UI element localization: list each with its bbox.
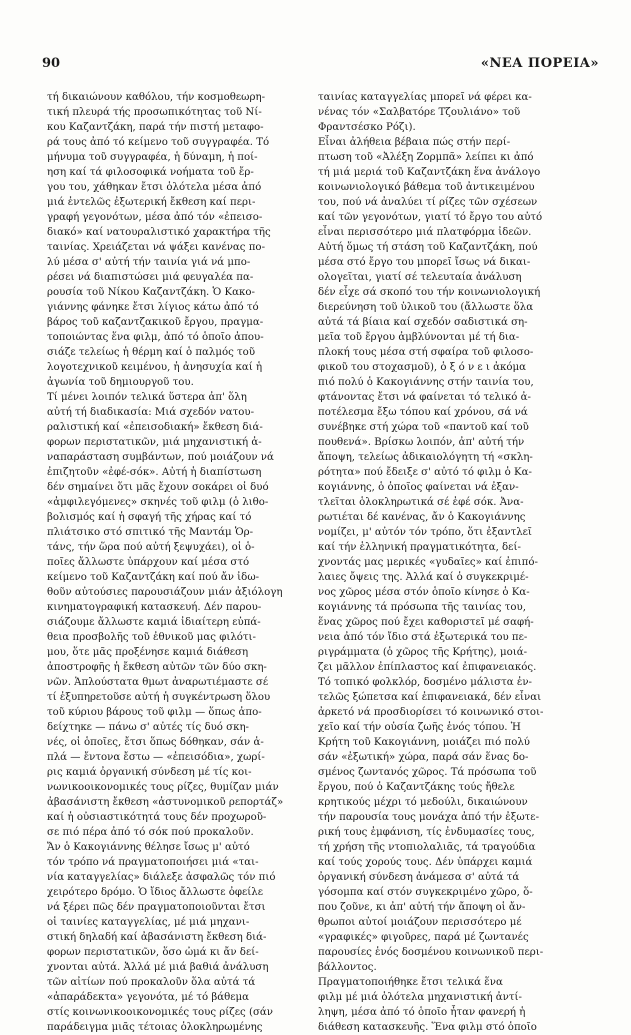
text-line: μέσα στό ἔργο του μπορεῖ ἴσως νά δικαι- <box>318 257 531 268</box>
text-line: κου Καζαντζάκη, παρά τήν πιστή μεταφο- <box>47 122 264 133</box>
text-line: πλά — ἔντονα ἔστω — «ἐπεισόδια», χωρί- <box>47 752 265 763</box>
text-line: στίς κοινωνικοοικονομικές τους ρίζες (σάν <box>47 1007 274 1018</box>
text-line: νεια ἀπό τόν ἴδιο στά ἐξωτερικά του πε- <box>318 632 528 643</box>
text-line: Τό τοπικό φολκλόρ, δοσμένο μάλιστα ἐν- <box>318 677 532 688</box>
text-line: τική πλευρά τής προσωπικότητας τοῦ Νί- <box>47 107 262 118</box>
text-line: τάνς, τήν ὥρα πού αὐτή ξεψυχάει), οἱ ὁ- <box>47 542 255 553</box>
text-line: κινηματογραφική κατασκευή. Δέν παρου- <box>47 602 262 613</box>
text-line: ληψη, μέσα ἀπό τό ὁποῖο ἦταν φανερή ἡ <box>318 1007 526 1018</box>
text-line: βάρος τοῦ καζαντζακικοῦ ἔργου, πραγμα- <box>47 317 264 328</box>
text-line: γου του, χάθηκαν ἔτσι ὁλότελα μέσα ἀπό <box>47 182 262 193</box>
text-line: τή δικαιώνουν καθόλου, τήν κοσμοθεωρη- <box>47 92 266 103</box>
text-line: ζει μᾶλλον ἐπίπλαστος καί ἐπιφανειακός. <box>318 662 537 673</box>
text-line: καί τούς χορούς τους. Δέν ὑπάρχει καμιά <box>318 857 533 868</box>
text-line: δέν σημαίνει ὅτι μᾶς ἔχουν σοκάρει οἱ δυό <box>47 482 269 493</box>
text-line: νῶν. Ἁπλούστατα θμωτ ἀναρωτιέμαστε σέ <box>47 677 269 688</box>
text-line: κοινωνιολογικό βάθεμα τοῦ ἀντικειμένου <box>318 182 535 193</box>
text-line: ναπαράσταση συμβάντων, πού μοιάζουν νά <box>47 452 274 463</box>
journal-title: «ΝΕΑ ΠΟΡΕΙΑ» <box>480 56 599 71</box>
text-line: θρωποι αὐτοί μοιάζουν περισσότερο μέ <box>318 917 522 928</box>
text-line: διάθεση κατασκευῆς. Ἕνα φιλμ στό ὁποῖο <box>318 1022 537 1033</box>
text-line: πλιάτσικο στό σπιτικό τῆς Μαντάμ Ὁρ- <box>47 527 254 538</box>
text-line: φορων περιστατικῶν, ὅσο ὠμά κι ἄν δεί- <box>47 947 259 958</box>
text-line: νία καταγγελίας» διάλεξε ἀσφαλῶς τόν πιό <box>47 872 276 883</box>
text-line: μου, ὅτε μᾶς προξένησε καμιά διάθεση <box>47 647 249 658</box>
text-line: σιάζουμε ἄλλωστε καμιά ἰδιαίτερη εὐπά- <box>47 617 261 628</box>
text-line: τή χρήση τῆς ντοπιολαλιᾶς, τά τραγούδια <box>318 842 536 853</box>
text-line: τελῶς ξώπετσα καί ἐπιφανειακά, δέν εἶναι <box>318 692 542 703</box>
text-line: θοῦν αὐτούσιες παρουσιάζουν μιάν ἀξιόλογη <box>47 587 283 598</box>
text-line: λύ μέσα σ' αὐτή τήν ταινία γιά νά μπο- <box>47 257 251 268</box>
text-line: παρουσίες ἑνός δοσμένου κοινωνικοῦ περι- <box>318 947 544 958</box>
text-line: ρότητα» πού ἔδειξε σ' αὐτό τό φιλμ ὁ Κα- <box>318 467 532 478</box>
text-line: χειρότερο δρόμο. Ὁ ἴδιος ἄλλωστε ὀφείλε <box>47 887 264 898</box>
text-line: διερεύνηση τοῦ ὑλικοῦ του (ἄλλωστε ὅλα <box>318 302 534 313</box>
text-line: γραφή γεγονότων, μέσα ἀπό τόν «ἐπεισο- <box>47 212 263 223</box>
text-line: χνονται αὐτά. Ἀλλά μέ μιά βαθιά ἀνάλυση <box>47 962 269 973</box>
text-line: λογοτεχνικοῦ κειμένου, ἡ ἀνησυχία καί ἡ <box>47 362 263 373</box>
text-line: ριγράμματα (ὁ χῶρος τῆς Κρήτης), μοιά- <box>318 647 528 658</box>
text-line: συνέβηκε στή χώρα τοῦ «παντοῦ καί τοῦ <box>318 422 529 433</box>
text-line: ηση καί τά φιλοσοφικά νοήματα τοῦ ἔρ- <box>47 167 254 178</box>
page-number: 90 <box>42 56 61 71</box>
text-line: αὐτή τή διαδικασία: Μιά σχεδόν νατου- <box>47 407 255 418</box>
page-header <box>42 56 599 76</box>
text-line: ποῖες ἄλλωστε ὑπάρχουν καί μέσα στό <box>47 557 250 568</box>
text-line: Αὐτή ὅμως τή στάση τοῦ Καζαντζάκη, πού <box>318 242 538 253</box>
text-line: τόν τρόπο νά πραγματοποιήσει μιά «ται- <box>47 857 259 868</box>
text-line: που ζοῦνε, κι ἀπ' αὐτή τήν ἄποψη οἱ ἄν- <box>318 902 526 913</box>
text-line: ἐπιζητοῦν «ἐφέ-σόκ». Αὐτή ἡ διαπίστωση <box>47 467 262 478</box>
text-line: τοῦ κύριου βάρους τοῦ φιλμ — ὅπως ἀπο- <box>47 707 262 718</box>
text-line: ρική τους ἐμφάνιση, τίς ἐνδυμασίες τους, <box>318 827 535 838</box>
text-line: τήν παρουσία τους μονάχα ἀπό τήν ἐξωτε- <box>318 812 540 823</box>
text-line: θεια προσβολῆς τοῦ ἐθνικοῦ μας φιλότι- <box>47 632 256 643</box>
text-line: χνοντάς μας μερικές «γυδαῖες» καί ἐπιπό- <box>318 557 538 568</box>
text-line: σε πιό πέρα ἀπό τό σόκ πού προκαλοῦν. <box>47 827 254 838</box>
text-line: παράδειγμα μιᾶς τέτοιας ὁλοκληρωμένης <box>47 1022 263 1033</box>
text-line: Πραγματοποιήθηκε ἔτσι τελικά ἕνα <box>318 977 503 988</box>
text-line: κογιάννης, ὁ ὁποῖος φαίνεται νά ἐξαν- <box>318 482 519 493</box>
text-line: ἕνας χῶρος πού ἔχει καθοριστεῖ μέ σαφή- <box>318 617 534 628</box>
text-line: νωνικοοικονομικές τους ρίζες, θυμίζαν μιάν <box>47 782 279 793</box>
text-line: δέν εἶχε σά σκοπό του τήν κοινωνιολογική <box>318 287 541 298</box>
text-line: σάν «ἐξωτική» χώρα, παρά σάν ἕνας δο- <box>318 752 529 763</box>
text-line: κρητικούς μέχρι τό μεδούλι, δικαιώνουν <box>318 797 528 808</box>
text-line: ἀρκετό νά προσδιορίσει τό κοινωνικό στοι- <box>318 707 544 718</box>
text-line: «γραφικές» φιγοῦρες, παρά μέ ζωντανές <box>318 932 529 943</box>
text-line: νένας τόν «Σαλβατόρε Τζουλιάνο» τοῦ <box>318 107 521 118</box>
text-line: εἶναι περισσότερο μιά πλατφόρμα ἰδεῶν. <box>318 227 532 238</box>
text-line: μεῖα τοῦ ἔργου ἀμβλύνονται μέ τή δια- <box>318 332 520 343</box>
text-line: ρέσει νά διαπιστώσει μιά φευγαλέα πα- <box>47 272 254 283</box>
text-line: βολισμός καί ἡ σφαγή τῆς χήρας καί τό <box>47 512 252 523</box>
text-line: ταινίας καταγγελίας μπορεῖ νά φέρει κα- <box>318 92 532 103</box>
text-line: ρωτιέται δέ κανένας, ἄν ὁ Κακογιάννης <box>318 512 526 523</box>
text-line: κείμενο τοῦ Καζαντζάκη καί πού ἄν ἰδω- <box>47 572 260 583</box>
text-line: νές, οἱ ὁποῖες, ἔτσι ὅπως δόθηκαν, σάν ἁ- <box>47 737 264 748</box>
text-line: τή μιά μεριά τοῦ Καζαντζάκη ἕνα ἀνάλογο <box>318 167 541 178</box>
text-line: καί τῶν γεγονότων, γιατί τό ἔργο του αὐτό <box>318 212 543 223</box>
text-line: τοποιώντας ἕνα φιλμ, ἀπό τό ὁποῖο ἀπου- <box>47 332 264 343</box>
text-line: καί τήν ἑλληνική πραγματικότητα, δεί- <box>318 542 521 553</box>
text-line: φορων περιστατικῶν, μιά μηχανιστική ἀ- <box>47 437 262 448</box>
text-line: πουθενά». Βρίσκω λοιπόν, ἀπ' αὐτή τήν <box>318 437 525 448</box>
text-line: ὀργανική σύνδεση ἀνάμεσα σ' αὐτά τά <box>318 872 520 883</box>
text-line: νος χῶρος μέσα στόν ὁποῖο κίνησε ὁ Κα- <box>318 587 530 598</box>
text-line: φιλμ μέ μιά ὁλότελα μηχανιστική ἀντί- <box>318 992 522 1003</box>
text-line: τλεῖται ὁλοκληρωτικά σέ ἐφέ σόκ. Ἀνα- <box>318 497 524 508</box>
text-line: μήνυμα τοῦ συγγραφέα, ἡ δύναμη, ἡ ποί- <box>47 152 258 163</box>
text-line: νά ξέρει πῶς δέν πραγματοποιοῦνται ἔτσι <box>47 902 266 913</box>
text-line: γιάννης φάνηκε ἔτσι λίγιος κάτω ἀπό τό <box>47 302 259 313</box>
text-line: βάλλοντος. <box>318 962 377 973</box>
text-line: πλοκή τους μέσα στή σφαίρα τοῦ φιλοσο- <box>318 347 534 358</box>
text-line: στική δηλαδή καί ἀβασάνιστη ἔκθεση διά- <box>47 932 267 943</box>
text-line: Ἄν ὁ Κακογιάννης θέλησε ἴσως μ' αὐτό <box>47 842 250 853</box>
text-line: Κρήτη τοῦ Κακογιάννη, μοιάζει πιό πολύ <box>318 737 531 748</box>
text-line: αὐτά τά βίαια καί σχεδόν σαδιστικά ση- <box>318 317 528 328</box>
text-line: καί ἡ οὐσιαστικότητά τους δέν προχωροῦ- <box>47 812 267 823</box>
text-line: ἔργου, πού ὁ Καζαντζάκης τούς ἤθελε <box>318 782 515 793</box>
text-line: νομίζει, μ' αὐτόν τόν τρόπο, ὅτι ἐξαντλεῖ <box>318 527 532 538</box>
text-line: Φραντσέσκο Ρόζι). <box>318 122 416 133</box>
text-line: φτάνοντας ἔτσι νά φαίνεται τό τελικό ἀ- <box>318 392 531 403</box>
text-line: του, πού νά ἀναλύει τί ρίζες τῶν σχέσεων <box>318 197 538 208</box>
text-line: Τί μένει λοιπόν τελικά ὕστερα ἀπ' ὅλη <box>47 392 247 403</box>
text-line: ταινίας. Χρειάζεται νά ψάξει κανένας πο- <box>47 242 266 253</box>
text-line: ποτέλεσμα ἔξω τόπου καί χρόνου, σά νά <box>318 407 528 418</box>
text-line: κογιάννης τά πρόσωπα τῆς ταινίας του, <box>318 602 526 613</box>
text-line: πιό πολύ ὁ Κακογιάννης στήν ταινία του, <box>318 377 534 388</box>
left-text-column <box>47 90 317 1035</box>
text-line: «ἀμφιλεγόμενες» σκηνές τοῦ φιλμ (ὁ λιθο- <box>47 497 269 508</box>
text-line: ραλιστική καί «ἐπεισοδιακή» ἔκθεση διά- <box>47 422 263 433</box>
text-line: ἀβασάνιστη ἔκθεση «ἀστυνομικοῦ ρεπορτάζ» <box>47 797 284 808</box>
text-line: σιάζε τελείως ἡ θέρμη καί ὁ παλμός τοῦ <box>47 347 256 358</box>
text-line: ἀποστροφῆς ἡ ἔκθεση αὐτῶν τῶν δύο σκη- <box>47 662 267 673</box>
text-line: μιά ἐντελῶς ἐξωτερική ἔκθεση καί περι- <box>47 197 256 208</box>
text-line: δείχτηκε — πάνω σ' αὐτές τίς δυό σκη- <box>47 722 250 733</box>
text-line: πτωση τοῦ «Ἀλέξη Ζορμπᾶ» λείπει κι ἀπό <box>318 152 534 163</box>
text-line: ἀγωνία τοῦ δημιουργοῦ του. <box>47 377 194 388</box>
text-line: ολογεῖται, γιατί σέ τελευταία ἀνάλυση <box>318 272 522 283</box>
text-line: ρις καμιά ὀργανική σύνδεση μέ τίς κοι- <box>47 767 252 778</box>
text-line: λαιες ὄψεις της. Ἀλλά καί ὁ συγκεκριμέ- <box>318 572 529 583</box>
text-line: γόσομπα καί στόν συγκεκριμένο χῶρο, ὅ- <box>318 887 533 898</box>
text-line: «ἀπαράδεκτα» γεγονότα, μέ τό βάθεμα <box>47 992 250 1003</box>
text-line: ρά τους ἀπό τό κείμενο τοῦ συγγραφέα. Τό <box>47 137 270 148</box>
text-line: τῶν αἰτίων πού προκαλοῦν ὅλα αὐτά τά <box>47 977 256 988</box>
text-line: σμένος ζωντανός χῶρος. Τά πρόσωπα τοῦ <box>318 767 537 778</box>
text-line: ρουσία τοῦ Νίκου Καζαντζάκη. Ὁ Κακο- <box>47 287 255 298</box>
text-line: διακό» καί νατουραλιστικό χαρακτήρα τῆς <box>47 227 271 238</box>
right-text-column <box>318 90 588 1035</box>
text-line: ἄποψη, τελείως ἀδικαιολόγητη τή «σκλη- <box>318 452 533 463</box>
text-line: οἱ ταινίες καταγγελίας, μέ μιά μηχανι- <box>47 917 250 928</box>
text-line: Εἶναι ἀλήθεια βέβαια πώς στήν περί- <box>318 137 511 148</box>
text-line: χεῖο καί τήν οὐσία ζωῆς ἑνός τόπου. Ἡ <box>318 722 521 733</box>
text-line: τί ἐξυπηρετοῦσε αὐτή ἡ συγκέντρωση ὅλου <box>47 692 271 703</box>
text-line: φικοῦ του στοχασμοῦ), ὁ ξ ό ν ε ι ἀκόμα <box>318 362 527 373</box>
